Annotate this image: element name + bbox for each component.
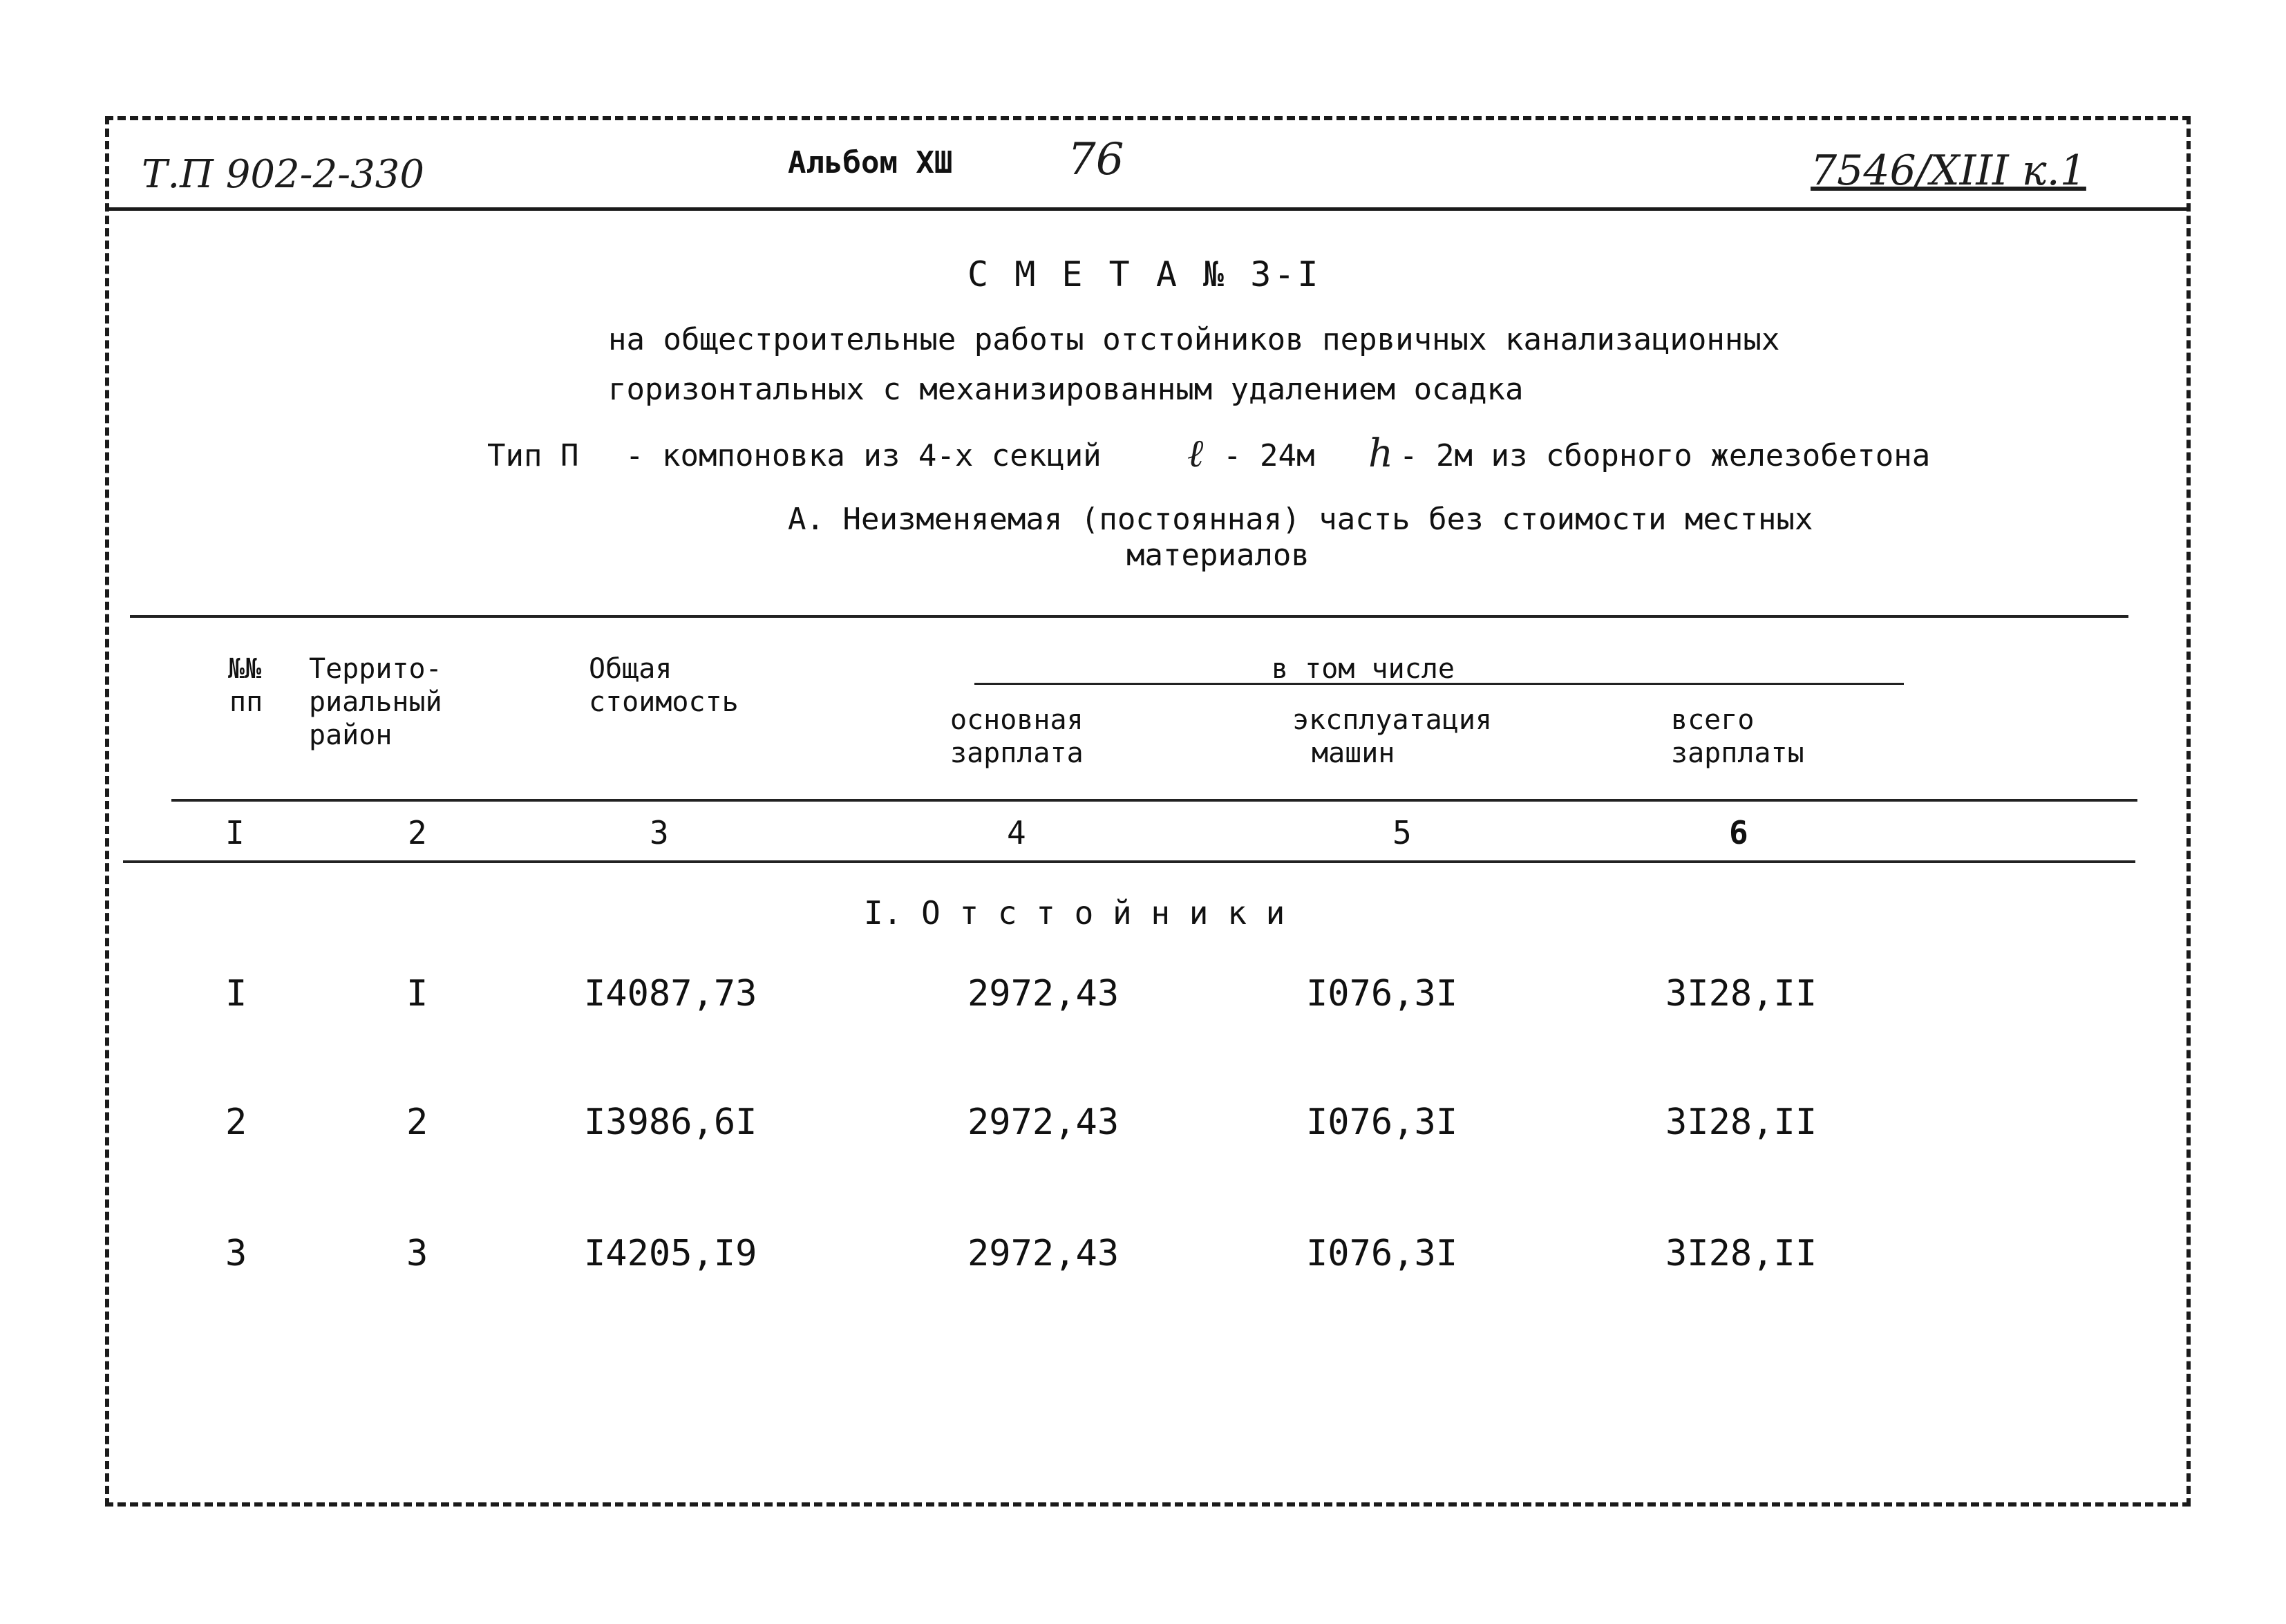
row-all-salary: 3I28,II	[1665, 973, 1817, 1014]
row-region: I	[406, 973, 428, 1014]
header-group: в том числе	[1272, 653, 1455, 685]
row-number: I	[225, 973, 247, 1014]
header-col1-line2: пп	[229, 686, 263, 718]
row-total-cost: I4205,I9	[584, 1233, 757, 1274]
header-col3-line1: Общая	[589, 653, 672, 685]
row-machines: I076,3I	[1306, 973, 1458, 1014]
row-base-salary: 2972,43	[967, 1102, 1120, 1143]
header-bottom-rule	[171, 799, 2137, 802]
type-prefix: Тип П	[487, 438, 579, 473]
document-code: 7546/XIII к.1	[1811, 147, 2086, 195]
estimate-heading: С М Е Т А № 3-I	[967, 254, 1321, 294]
project-number: Т.П 902-2-330	[142, 152, 425, 197]
album-label: Альбом ХШ	[788, 145, 953, 180]
col-numbers-rule	[123, 860, 2135, 863]
height-symbol: h	[1368, 431, 1394, 476]
row-all-salary: 3I28,II	[1665, 1102, 1817, 1143]
title-line-2: горизонтальных с механизированным удалением осадка	[608, 372, 1524, 407]
page-number: 76	[1068, 134, 1124, 185]
row-base-salary: 2972,43	[967, 1233, 1120, 1274]
col-number-1: I	[225, 814, 245, 851]
table-top-rule	[130, 615, 2128, 618]
header-col4-line2: зарплата	[950, 737, 1084, 769]
part-a-continuation: материалов	[1126, 538, 1310, 573]
header-col6-line2: зарплаты	[1671, 737, 1804, 769]
col-number-4: 4	[1007, 814, 1026, 851]
header-divider	[109, 207, 2186, 211]
part-a-line: А. Неизменяемая (постоянная) часть без стоимости местных	[788, 502, 1813, 537]
height-value: - 2м из сборного железобетона	[1399, 438, 1931, 473]
title-line-1: на общестроительные работы отстойников первичных канализационных	[608, 322, 1780, 357]
row-base-salary: 2972,43	[967, 973, 1120, 1014]
row-all-salary: 3I28,II	[1665, 1233, 1817, 1274]
length-value: - 24м	[1223, 438, 1315, 473]
header-col5-line2: машин	[1312, 737, 1395, 769]
row-machines: I076,3I	[1306, 1233, 1458, 1274]
col-number-2: 2	[408, 814, 427, 851]
col-number-5: 5	[1392, 814, 1412, 851]
row-region: 2	[406, 1102, 428, 1143]
row-machines: I076,3I	[1306, 1102, 1458, 1143]
length-symbol: ℓ	[1187, 431, 1204, 476]
header-col4-line1: основная	[950, 704, 1084, 736]
row-total-cost: I3986,6I	[584, 1102, 757, 1143]
col-number-6: 6	[1729, 814, 1748, 851]
col-number-3: 3	[650, 814, 669, 851]
section-title: I. О т с т о й н и к и	[864, 894, 1285, 932]
header-col2-line2: риальный	[309, 686, 442, 718]
row-total-cost: I4087,73	[584, 973, 757, 1014]
header-col2-line3: район	[309, 719, 393, 751]
header-col3-line2: стоимость	[589, 686, 739, 718]
row-number: 2	[225, 1102, 247, 1143]
header-col5-line1: эксплуатация	[1292, 704, 1492, 736]
row-region: 3	[406, 1233, 428, 1274]
header-col6-line1: всего	[1671, 704, 1755, 736]
header-col1-line1: №№	[228, 653, 262, 685]
type-description: - компоновка из 4-х секций	[625, 438, 1102, 473]
row-number: 3	[225, 1233, 247, 1274]
header-col2-line1: Террито-	[309, 653, 442, 685]
